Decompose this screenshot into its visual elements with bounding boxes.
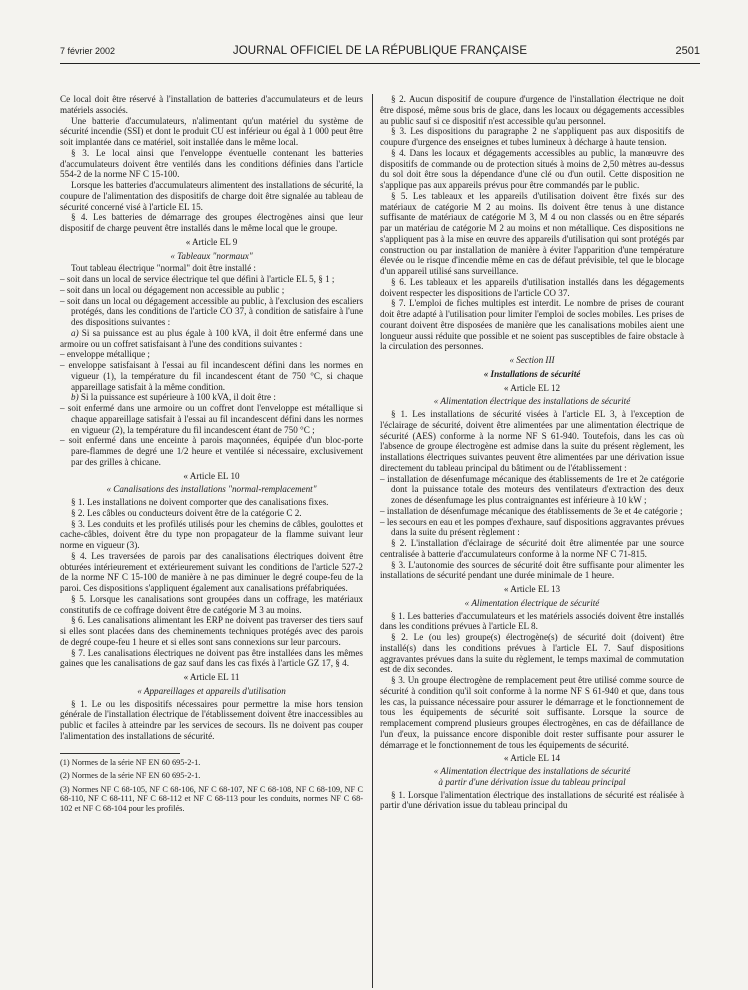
item-letter: b) <box>71 392 79 403</box>
paragraph: § 4. Dans les locaux et dégagements accessibles au public, la manœuvre des dispositifs de commande ou de protection situés à moins de 2,50 mètres au-dessus du sol doit être sous la dépendance d'une clé ou d'un outil. Cette disposition ne s'applique pas aux appareils prévus pour être commandés par le public. <box>380 147 684 190</box>
list <box>60 274 363 328</box>
paragraph: § 3. Les conduits et les profilés utilisés pour les chemins de câbles, goulottes et cache-câbles, doivent être du type non propagateur de la flamme suivant leur norme en vigueur (3). <box>60 518 363 550</box>
list-item: – les secours en eau et les pompes d'exhaure, sauf dispositions aggravantes prévues dans la suite du présent règlement : <box>380 517 684 539</box>
footnote: (3) Normes NF C 68-105, NF C 68-106, NF C 68-107, NF C 68-108, NF C 68-109, NF C 68-110, NF C 68-111, NF C 68-112 et NF C 68-113 pour les conduits, normes NF C 68-102 et NF C 68-104 pour les profilés. <box>60 784 363 813</box>
article-title: à partir d'une dérivation issue du tableau principal <box>438 776 626 787</box>
paragraph: § 2. Le (ou les) groupe(s) électrogène(s) de sécurité doit (doivent) être installé(s) dans les conditions prévues à l'article EL 7. Sauf dispositions aggravantes prévues dans la suite du règlement, le temps maximal de commutation est de dix secondes. <box>380 632 684 675</box>
paragraph: § 1. Les installations ne doivent comporter que des canalisations fixes. <box>71 497 329 507</box>
item-letter: a) <box>71 327 79 338</box>
article-heading: « Article EL 9 <box>185 236 238 247</box>
list-item: – soit dans un local de service électrique tel que défini à l'article EL 5, § 1 ; <box>60 274 363 285</box>
paragraph: § 7. L'emploi de fiches multiples est interdit. Le nombre de prises de courant doit être adapté à l'utilisation pour limiter l'emploi de socles mobiles. Les prises de courant doivent être disposées de manière que les canalisations mobiles aient une longueur aussi réduite que possible et ne soient pas susceptibles de faire obstacle à la circulation des personnes. <box>380 298 684 352</box>
paragraph: § 3. Un groupe électrogène de remplacement peut être utilisé comme source de sécurité à condition qu'il soit conforme à la norme NF S 61-940 et que, dans tous les cas, la puissance nécessaire pour assurer le démarrage et le fonctionnement de tous les équipements de sécurité soit suffisante. Lorsque la source de remplacement comprend plusieurs groupes électrogènes, en cas de défaillance de l'un d'eux, la puissance encore disponible doit rester suffisante pour assurer le démarrage et le fonctionnement de tous les équipements de sécurité. <box>380 675 684 750</box>
paragraph: § 3. L'autonomie des sources de sécurité doit être suffisante pour alimenter les installations de sécurité pendant une durée minimale de 1 heure. <box>380 559 684 581</box>
article-title: « Tableaux "normaux" <box>170 250 253 261</box>
header-date: 7 février 2002 <box>60 46 116 56</box>
paragraph: Ce local doit être réservé à l'installation de batteries d'accumulateurs et de leurs matériels associés. <box>60 94 363 115</box>
paragraph: § 2. L'installation d'éclairage de sécurité doit être alimentée par une source centralisée à batterie d'accumulateurs conforme à la norme NF C 71-815. <box>380 538 684 559</box>
list-item: – soit dans un local ou dégagement non accessible au public ; <box>60 285 363 296</box>
footnote: (2) Normes de la série NF EN 60 695-2-1. <box>60 771 201 780</box>
page-header <box>60 46 700 62</box>
header-rule <box>60 63 700 64</box>
paragraph: Tout tableau électrique "normal" doit être installé : <box>71 263 256 274</box>
paragraph: § 6. Les tableaux et les appareils d'utilisation installés dans les dégagements doivent respecter les dispositions de l'article CO 37. <box>380 276 684 298</box>
list-item: – installation de désenfumage mécanique des établissements de 1re et 2e catégorie dont la puissance totale des moteurs des ventilateurs d'extraction des deux zones de désenfumage les plus contraignantes est inférieure à 10 kW ; <box>380 474 684 506</box>
article-title: « Alimentation électrique de sécurité <box>464 597 600 608</box>
footnote-rule <box>60 753 180 754</box>
paragraph: § 2. Aucun dispositif de coupure d'urgence de l'installation électrique ne doit être disposé, même sous bris de glace, dans les locaux ou dégagements accessibles au public sauf si ce dispositif n'est accessible qu'au personnel. <box>380 94 684 126</box>
paragraph: § 1. Le ou les dispositifs nécessaires pour permettre la mise hors tension générale de l'installation électrique de l'établissement doivent être inaccessibles au public et faciles à atteindre par les services de secours. Ils ne doivent pas couper l'alimentation des installations de sécurité. <box>60 698 363 741</box>
article-heading: « Article EL 13 <box>503 584 561 594</box>
list <box>60 403 363 468</box>
paragraph: b) Si la puissance est supérieure à 100 kVA, il doit être : <box>71 392 276 403</box>
list-item: – enveloppe métallique ; <box>60 349 363 360</box>
list-item: – soit dans un local ou dégagement accessible au public, à l'exclusion des escaliers protégés, dans les conditions de l'article CO 37, à condition de satisfaire à l'une des dispositions suivantes : <box>60 296 363 328</box>
paragraph: a) Si sa puissance est au plus égale à 100 kVA, il doit être enfermé dans une armoire ou un coffret satisfaisant à l'une des conditions suivantes : <box>60 327 363 349</box>
section-title: « Installations de sécurité <box>483 368 581 379</box>
list <box>60 349 363 392</box>
article-title: « Alimentation électrique des installations de sécurité <box>433 396 631 407</box>
article-heading: « Article EL 11 <box>183 672 240 682</box>
paragraph: § 3. Les dispositions du paragraphe 2 ne s'appliquent pas aux dispositifs de coupure d'urgence des enseignes et tubes lumineux à décharge à haute tension. <box>380 126 684 147</box>
left-column <box>60 94 363 817</box>
list-item: – installation de désenfumage mécanique des établissements de 3e et 4e catégorie ; <box>380 506 684 517</box>
paragraph: § 4. Les batteries de démarrage des groupes électrogènes ainsi que leur dispositif de charge peuvent être installés dans le même local que le groupe. <box>60 212 363 233</box>
paragraph: § 4. Les traversées de parois par des canalisations électriques doivent être obturées intérieurement et extérieurement suivant les conditions de l'article 527-2 de la norme NF C 15-100 de manière à ne pas diminuer le degré coupe-feu de la paroi. Ces dispositions s'appliquent également aux canalisations préfabriquées. <box>60 550 363 593</box>
paragraph: § 5. Les tableaux et les appareils d'utilisation doivent être fixés sur des matériaux de catégorie M 2 au moins. Ils doivent être tenus à une distance suffisante de matériaux de catégorie M 3, M 4 ou non classés ou en être séparés par un matériau de catégorie M 2 au moins et non métallique. Ces dispositions ne s'appliquent pas à la mise en œuvre des appareils d'utilisation qui sont protégés par construction ou par installation de manière à éviter l'apparition d'une température élevée ou le risque d'incendie même en cas de défaut prévisible, tel que le blocage d'un appareil utilisé sans surveillance. <box>380 190 684 276</box>
list-item: – enveloppe satisfaisant à l'essai au fil incandescent défini dans les normes en vigueur (1), la température du fil incandescent étant de 750 °C, si chaque appareillage satisfait à la même condition. <box>60 360 363 392</box>
article-heading: « Article EL 12 <box>503 382 561 393</box>
paragraph: § 1. Les installations de sécurité visées à l'article EL 3, à l'exception de l'éclairage de sécurité, doivent être alimentées par une alimentation électrique de sécurité (AES) conforme à la norme NF S 61-940. Toutefois, dans les cas où l'absence de groupe électrogène est admise dans la suite du présent règlement, les installations électriques suivantes peuvent être alimentées par une dérivation issue directement du tableau principal du bâtiment ou de l'établissement : <box>380 409 684 473</box>
paragraph: § 3. Le local ainsi que l'enveloppe éventuelle contenant les batteries d'accumulateurs doivent être ventilés dans les conditions définies dans l'article 554-2 de la norme NF C 15-100. <box>60 147 363 180</box>
list <box>380 474 684 539</box>
paragraph: Une batterie d'accumulateurs, n'alimentant qu'un matériel du système de sécurité incendie (SSI) et dont le produit CU est inférieur ou égal à 1 000 peut être soit implantée dans ce matériel, soit installée dans le même local. <box>60 115 363 147</box>
footnote: (1) Normes de la série NF EN 60 695-2-1. <box>60 757 201 767</box>
article-title: « Canalisations des installations "normal-remplacement" <box>106 484 317 495</box>
paragraph: § 5. Lorsque les canalisations sont groupées dans un coffrage, les matériaux constitutifs de ce coffrage doivent être de catégorie M 3 au moins. <box>60 593 363 615</box>
right-column <box>380 94 684 811</box>
page-number: 2501 <box>675 45 700 57</box>
section-heading: « Section III <box>509 355 555 365</box>
paragraph: Lorsque les batteries d'accumulateurs alimentent des installations de sécurité, la coupure de l'alimentation des dispositifs de charge doit être signalée au tableau de sécurité concerné visé à l'article EL 15. <box>60 180 363 212</box>
paragraph: § 7. Les canalisations électriques ne doivent pas être installées dans les mêmes gaines que les canalisations de gaz sauf dans les cas fixés à l'article GZ 17, § 4. <box>60 647 363 669</box>
article-title: « Appareillages et appareils d'utilisation <box>137 685 286 696</box>
paragraph: § 6. Les canalisations alimentant les ERP ne doivent pas traverser des tiers sauf si elles sont placées dans des cheminements techniques protégés avec des parois de degré coupe-feu 1 heure et si elles sont sans connexions sur leur parcours. <box>60 615 363 647</box>
article-heading: « Article EL 14 <box>503 753 561 764</box>
paragraph: § 1. Les batteries d'accumulateurs et les matériels associés doivent être installés dans les conditions prévues à l'article EL 8. <box>380 610 684 632</box>
header-title: JOURNAL OFFICIEL DE LA RÉPUBLIQUE FRANÇAISE <box>232 45 528 57</box>
list-item: – soit enfermé dans une enceinte à parois maçonnées, équipée d'un bloc-porte pare-flammes de degré une 1/2 heure et ventilée si nécessaire, exclusivement par des grilles à chicane. <box>60 435 363 467</box>
paragraph: § 2. Les câbles ou conducteurs doivent être de la catégorie C 2. <box>71 507 302 518</box>
paragraph: § 1. Lorsque l'alimentation électrique des installations de sécurité est réalisée à partir d'une dérivation issue du tableau principal du <box>380 789 684 811</box>
article-title: « Alimentation électrique des installations de sécurité <box>433 766 631 776</box>
column-divider <box>372 94 373 988</box>
list-item: – soit enfermé dans une armoire ou un coffret dont l'enveloppe est métallique si chaque appareillage satisfait à l'essai au fil incandescent défini dans les normes en vigueur (2), la température du fil incandescent étant de 750 °C ; <box>60 403 363 435</box>
footnotes <box>60 758 363 814</box>
article-heading: « Article EL 10 <box>183 470 240 481</box>
